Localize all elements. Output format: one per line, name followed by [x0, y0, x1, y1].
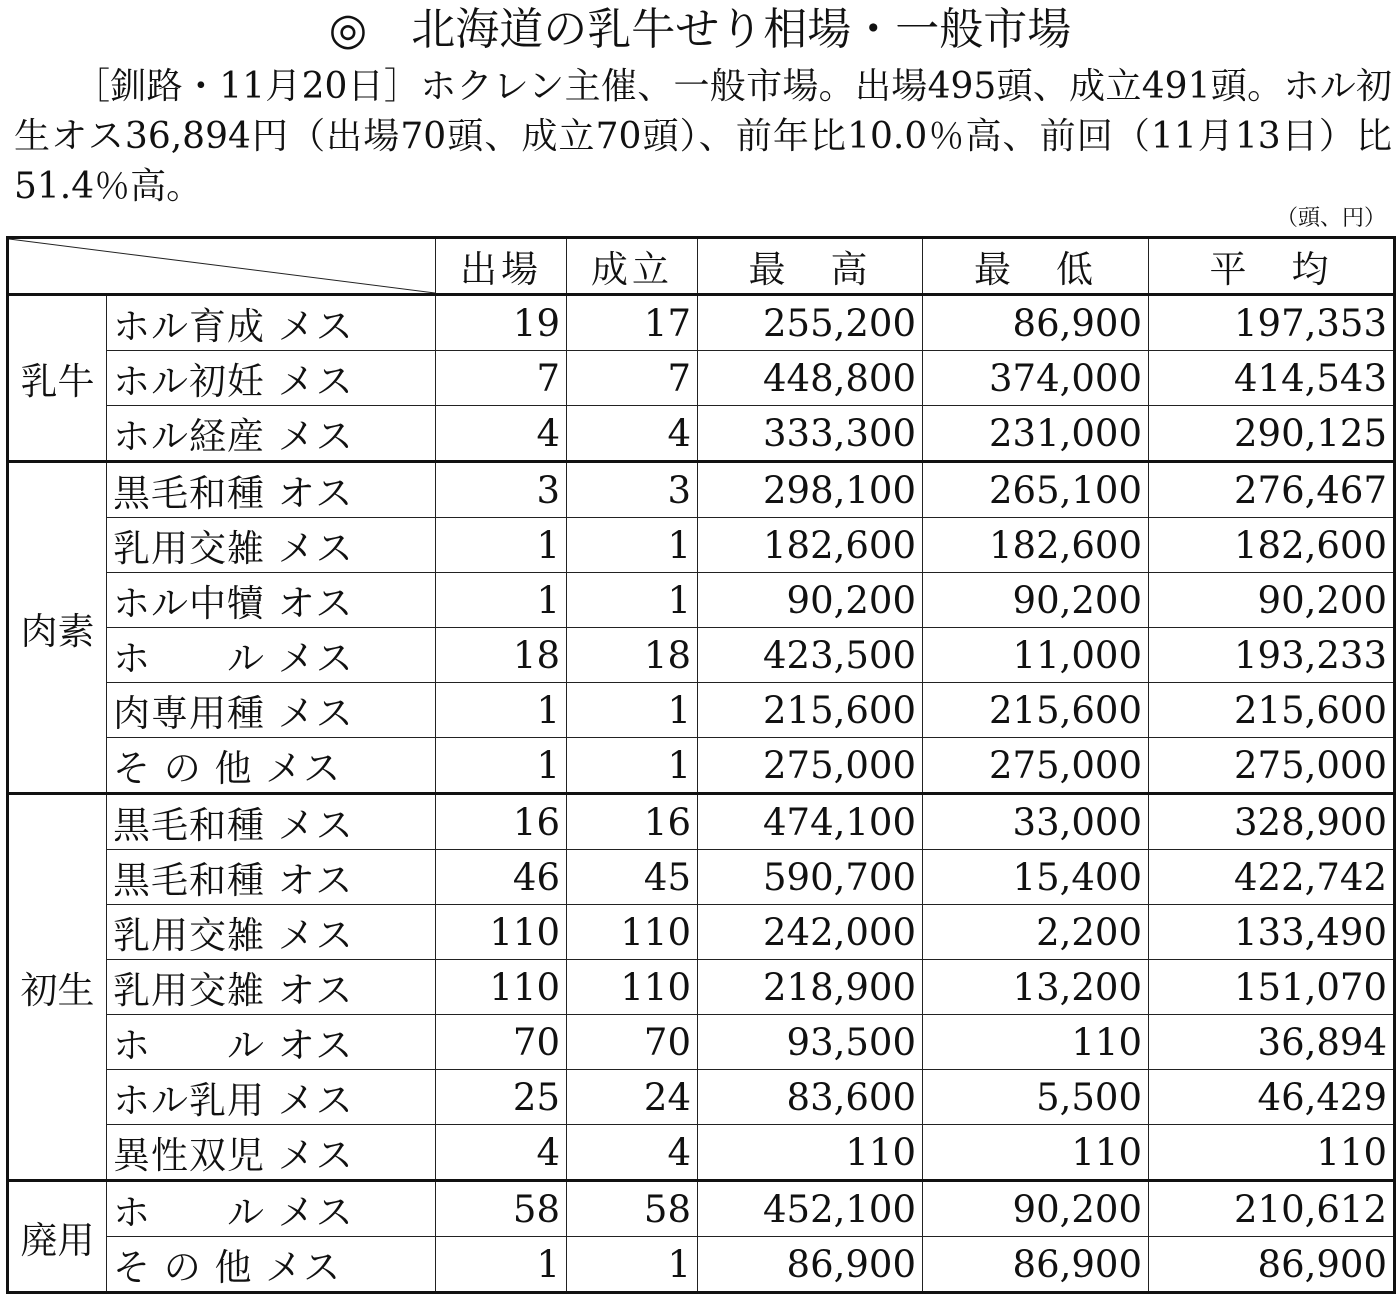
table-row	[8, 738, 1395, 794]
cell-entered: 4	[436, 406, 567, 462]
cell-high: 275,000	[698, 738, 923, 794]
cell-low: 33,000	[923, 794, 1149, 850]
cell-low: 182,600	[923, 518, 1149, 573]
header-sold: 成立	[567, 238, 698, 295]
cell-sold: 1	[567, 738, 698, 794]
cell-high: 474,100	[698, 794, 923, 850]
cell-high: 83,600	[698, 1070, 923, 1125]
header-entered: 出場	[436, 238, 567, 295]
cell-sold: 4	[567, 1125, 698, 1181]
cell-sold: 24	[567, 1070, 698, 1125]
table-row	[8, 351, 1395, 406]
lead-paragraph: ［釧路・11月20日］ホクレン主催、一般市場。出場495頭、成立491頭。ホル初生オス36,894円（出場70頭、成立70頭）、前年比10.0％高、前回（11月13日）比51.4％高。	[14, 66, 1392, 207]
header-high: 最 高	[698, 238, 923, 295]
header-low: 最 低	[923, 238, 1149, 295]
cell-low: 11,000	[923, 628, 1149, 683]
group-label: 廃用	[8, 1181, 107, 1293]
cell-low: 231,000	[923, 406, 1149, 462]
cell-entered: 110	[436, 905, 567, 960]
group-label: 肉素	[8, 462, 107, 794]
cell-low: 86,900	[923, 295, 1149, 351]
cell-entered: 46	[436, 850, 567, 905]
cell-low: 275,000	[923, 738, 1149, 794]
cell-entered: 58	[436, 1181, 567, 1237]
cell-avg: 133,490	[1149, 905, 1395, 960]
cell-avg: 193,233	[1149, 628, 1395, 683]
cell-sold: 1	[567, 573, 698, 628]
table-header-row	[8, 238, 1395, 295]
auction-price-table	[6, 236, 1396, 1294]
table-row	[8, 628, 1395, 683]
cell-high: 218,900	[698, 960, 923, 1015]
table-row	[8, 518, 1395, 573]
cell-entered: 70	[436, 1015, 567, 1070]
cell-avg: 276,467	[1149, 462, 1395, 518]
cell-low: 110	[923, 1015, 1149, 1070]
cell-sold: 18	[567, 628, 698, 683]
cell-entered: 7	[436, 351, 567, 406]
cell-high: 86,900	[698, 1237, 923, 1293]
article-title: ◎ 北海道の乳牛せり相場・一般市場	[328, 4, 1072, 55]
cell-avg: 210,612	[1149, 1181, 1395, 1237]
cell-kind: ホ ル メス	[107, 1181, 436, 1237]
cell-entered: 25	[436, 1070, 567, 1125]
cell-kind: そ の 他 メス	[107, 1237, 436, 1293]
table-row	[8, 1070, 1395, 1125]
cell-avg: 36,894	[1149, 1015, 1395, 1070]
cell-low: 215,600	[923, 683, 1149, 738]
cell-avg: 328,900	[1149, 794, 1395, 850]
cell-kind: 異性双児 メス	[107, 1125, 436, 1181]
cell-kind: 乳用交雑 オス	[107, 960, 436, 1015]
cell-kind: 黒毛和種 メス	[107, 794, 436, 850]
cell-high: 242,000	[698, 905, 923, 960]
cell-low: 265,100	[923, 462, 1149, 518]
table-row	[8, 1015, 1395, 1070]
group-label: 乳牛	[8, 295, 107, 462]
cell-high: 423,500	[698, 628, 923, 683]
cell-sold: 7	[567, 351, 698, 406]
table-row	[8, 406, 1395, 462]
cell-kind: ホル乳用 メス	[107, 1070, 436, 1125]
corner-cell	[8, 238, 436, 295]
cell-entered: 19	[436, 295, 567, 351]
cell-avg: 182,600	[1149, 518, 1395, 573]
cell-kind: ホ ル オス	[107, 1015, 436, 1070]
cell-kind: ホル中犢 オス	[107, 573, 436, 628]
cell-kind: そ の 他 メス	[107, 738, 436, 794]
cell-entered: 1	[436, 683, 567, 738]
cell-sold: 4	[567, 406, 698, 462]
cell-kind: ホル育成 メス	[107, 295, 436, 351]
cell-avg: 422,742	[1149, 850, 1395, 905]
cell-high: 110	[698, 1125, 923, 1181]
cell-entered: 110	[436, 960, 567, 1015]
table-row	[8, 295, 1395, 351]
cell-low: 110	[923, 1125, 1149, 1181]
cell-avg: 197,353	[1149, 295, 1395, 351]
cell-avg: 275,000	[1149, 738, 1395, 794]
table-row	[8, 683, 1395, 738]
cell-low: 2,200	[923, 905, 1149, 960]
diagonal-rule	[9, 239, 435, 293]
cell-high: 298,100	[698, 462, 923, 518]
group-label: 初生	[8, 794, 107, 1181]
cell-avg: 290,125	[1149, 406, 1395, 462]
cell-sold: 58	[567, 1181, 698, 1237]
cell-sold: 3	[567, 462, 698, 518]
cell-entered: 1	[436, 738, 567, 794]
cell-entered: 4	[436, 1125, 567, 1181]
cell-avg: 90,200	[1149, 573, 1395, 628]
cell-low: 86,900	[923, 1237, 1149, 1293]
cell-low: 15,400	[923, 850, 1149, 905]
header-avg: 平 均	[1149, 238, 1395, 295]
cell-high: 255,200	[698, 295, 923, 351]
cell-low: 13,200	[923, 960, 1149, 1015]
cell-kind: 乳用交雑 メス	[107, 518, 436, 573]
table-body	[8, 295, 1395, 1293]
cell-sold: 17	[567, 295, 698, 351]
cell-high: 90,200	[698, 573, 923, 628]
cell-low: 90,200	[923, 573, 1149, 628]
cell-low: 374,000	[923, 351, 1149, 406]
cell-avg: 110	[1149, 1125, 1395, 1181]
cell-entered: 1	[436, 518, 567, 573]
table-row	[8, 1125, 1395, 1181]
cell-avg: 414,543	[1149, 351, 1395, 406]
cell-entered: 1	[436, 1237, 567, 1293]
table-row	[8, 794, 1395, 850]
cell-kind: 乳用交雑 メス	[107, 905, 436, 960]
cell-sold: 110	[567, 905, 698, 960]
cell-avg: 215,600	[1149, 683, 1395, 738]
cell-entered: 1	[436, 573, 567, 628]
cell-kind: 黒毛和種 オス	[107, 462, 436, 518]
cell-high: 93,500	[698, 1015, 923, 1070]
cell-sold: 70	[567, 1015, 698, 1070]
table-row	[8, 905, 1395, 960]
cell-sold: 1	[567, 518, 698, 573]
unit-note: （頭、円）	[1275, 206, 1386, 231]
table-row	[8, 1181, 1395, 1237]
cell-low: 5,500	[923, 1070, 1149, 1125]
cell-sold: 16	[567, 794, 698, 850]
cell-low: 90,200	[923, 1181, 1149, 1237]
cell-kind: ホル初妊 メス	[107, 351, 436, 406]
cell-high: 182,600	[698, 518, 923, 573]
table-row	[8, 850, 1395, 905]
cell-sold: 110	[567, 960, 698, 1015]
cell-kind: ホ ル メス	[107, 628, 436, 683]
cell-avg: 86,900	[1149, 1237, 1395, 1293]
cell-high: 215,600	[698, 683, 923, 738]
table-row	[8, 1237, 1395, 1293]
cell-entered: 3	[436, 462, 567, 518]
cell-avg: 151,070	[1149, 960, 1395, 1015]
cell-entered: 18	[436, 628, 567, 683]
cell-high: 333,300	[698, 406, 923, 462]
table-row	[8, 960, 1395, 1015]
cell-sold: 1	[567, 683, 698, 738]
cell-avg: 46,429	[1149, 1070, 1395, 1125]
cell-high: 590,700	[698, 850, 923, 905]
table-row	[8, 462, 1395, 518]
cell-kind: 黒毛和種 オス	[107, 850, 436, 905]
cell-high: 448,800	[698, 351, 923, 406]
table-row	[8, 573, 1395, 628]
cell-kind: ホル経産 メス	[107, 406, 436, 462]
cell-entered: 16	[436, 794, 567, 850]
cell-sold: 1	[567, 1237, 698, 1293]
cell-kind: 肉専用種 メス	[107, 683, 436, 738]
cell-sold: 45	[567, 850, 698, 905]
cell-high: 452,100	[698, 1181, 923, 1237]
